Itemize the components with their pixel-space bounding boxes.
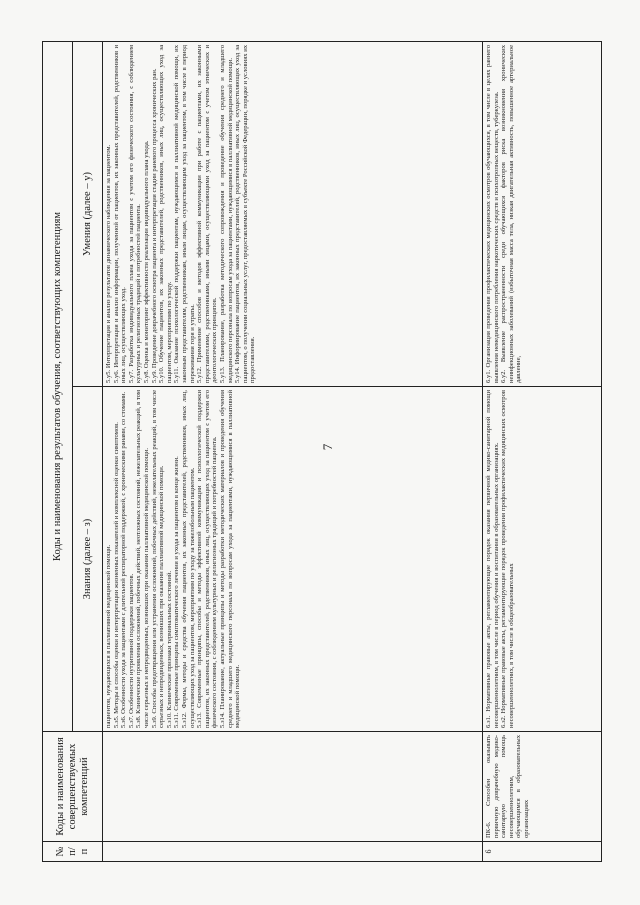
- competency-table: [42, 41, 602, 862]
- skill-item: 5.у13. Планирование, разработка методического сопровождения и проведение обучения среднего и младшего медицинского персонала по вопросам ухода за пациентами, нуждающимися в паллиативной медицинской помощи.: [218, 44, 234, 383]
- header-competence-codes: Коды и наименования совершенствуемых компетенций: [43, 732, 103, 842]
- skill-item: 6.у1. Организация проведения профилактических медицинских осмотров обучающихся, в том числе в целях раннего выявления немедицинского потребления наркотических средств и психотропных веществ, туберкулеза.: [485, 44, 500, 383]
- skill-item: 5.у5. Интерпретация и анализ результатов динамического наблюдения за пациентом.: [105, 144, 112, 383]
- rotated-table-wrapper: [42, 42, 602, 862]
- knowledge-item: 5.з6. Особенности ухода за пациентами с длительной респираторной поддержкой, с хроническими ранами, со стомами.: [120, 391, 128, 728]
- row-skills: [103, 41, 483, 386]
- skill-item: 5.у14. Информирование пациентов, их законных представителей, родственников, иных лиц, осуществляющих уход за пациентом, о получении социальных услуг, предоставляемых в субъекте Российской Федерации, порядке и условиях их предоставления.: [234, 44, 257, 383]
- row-num: [103, 842, 483, 862]
- knowledge-item: 5.з13. Современные принципы, способы и методы эффективной коммуникации и психологической поддержки пациентов, их законных представителей, родственников, иных лиц, осуществляющих уход за пациентом с учетом его физического состояния, с соблюдением культурных и религиозных традиций и потребностей пациента.: [196, 390, 219, 728]
- knowledge-item: пациентов, нуждающихся в паллиативной медицинской помощи.: [105, 544, 112, 728]
- row-competence: [103, 732, 483, 842]
- knowledge-item: 5.з8. Клинические проявления осложнений, побочных действий, неотложных состояний, нежелательных реакций, в том числе серьезных и непредвиденных, возникших при оказании паллиативной медицинской помощи.: [135, 390, 150, 728]
- skill-item: 5.у7. Разработка индивидуального плана ухода за пациентом с учетом его физического состояния, с соблюдением культурных и религиозных традиций и потребностей пациента.: [127, 44, 143, 383]
- knowledge-item: 5.з9. Способы предотвращения или устранения осложнений, побочных действий, нежелательных реакций, в том числе серьезных и непредвиденных, возникших при оказании паллиативной медицинской помощи.: [150, 390, 166, 728]
- knowledge-item: 5.з10. Клинические признаки терминальных состояний.: [165, 570, 173, 728]
- skill-item: 5.у6. Интерпретация и анализ информации, полученной от пациентов, их законных представителей, родственников и иных лиц, осуществляющих уход.: [112, 44, 128, 383]
- knowledge-item: 6.з1. Нормативные правовые акты, регламентирующие порядок оказания первичной медико-санитарной помощи несовершеннолетним, в том числе в период обучения и воспитания в образовательных организациях.: [485, 390, 500, 728]
- knowledge-item: 5.з11. Современные принципы симптоматического лечения и ухода за пациентом в конце жизни.: [173, 456, 181, 728]
- knowledge-item: 5.з14. Планирование, актуальные принципы и методы разработки методических материалов и проведения обучения среднего и младшего медицинского персонала по вопросам ухода за пациентами, нуждающимися в паллиативной медицинской помощи.: [218, 390, 242, 728]
- knowledge-item: 5.з12. Формы, методы и средства обучения пациентов, их законных представителей, родственников, иных лиц, осуществляющих уход за пациентом, мероприятиям по уходу за тяжелобольным пациентом.: [180, 390, 196, 728]
- table-row: [483, 41, 602, 861]
- knowledge-item: 5.з5. Методы и способы оценки и интерпретации жизненных показателей и комплексной оценки симптомов.: [112, 422, 120, 728]
- header-results: Коды и наименования результатов обучения, соответствующих компетенциям: [43, 41, 73, 731]
- skill-item: 5.у9. Проведение доврачебного осмотра пациента и интерпретация стадии раневого процесса хронических ран.: [150, 68, 158, 383]
- row-knowledge: [483, 387, 602, 732]
- row-num: 6: [483, 842, 602, 862]
- skill-item: 5.у11. Оказание психологической поддержки пациентам, нуждающимся в паллиативной медицинской помощи, их законным представителям, родственникам, иным лицам, осуществляющим уход за пациентом, в том числе в период переживания горя и утраты.: [173, 44, 196, 383]
- skill-item: 6.у2. Выявление распространенности среди обучающихся факторов риска возникновения хронических неинфекционных заболеваний (избыточная масса тела, низкая двигательная активность, повышенное артериальное давление,: [500, 44, 523, 383]
- table-row: [103, 41, 483, 861]
- knowledge-item: 5.з7. Особенности нутритивной поддержки пациентов.: [127, 573, 135, 728]
- header-knowledge: Знания (далее – з): [73, 387, 103, 732]
- row-knowledge: [103, 387, 483, 732]
- page-number: 7: [320, 443, 335, 451]
- knowledge-item: 6.з2. Нормативные правовые акты, регламентирующие порядок проведения профилактических медицинских осмотров несовершеннолетних, в том числе в общеобразовательных: [500, 390, 515, 728]
- skill-item: 5.у12. Применение способов и методов эффективной коммуникации при работе с пациентами, их законными представителями, родственниками, иными лицами, осуществляющими уход за пациентом с учетом этнических и деонтологических принципов.: [196, 44, 219, 383]
- row-competence: ПК-6. Способен оказывать первичную доврачебную медико-санитарную помощь несовершеннолетним, обучающимся в образовательных организациях: [483, 732, 602, 842]
- header-skills: Умения (далее – у): [73, 41, 103, 386]
- row-skills: [483, 41, 602, 386]
- skill-item: 5.у10. Обучение пациентов, их законных представителей, родственников, иных лиц, осуществляющих уход за пациентом, мероприятиям по уходу.: [158, 44, 173, 383]
- header-num: № п/п: [43, 842, 103, 862]
- skill-item: 5.у8. Оценка и мониторинг эффективности реализации индивидуального плана ухода.: [142, 140, 150, 383]
